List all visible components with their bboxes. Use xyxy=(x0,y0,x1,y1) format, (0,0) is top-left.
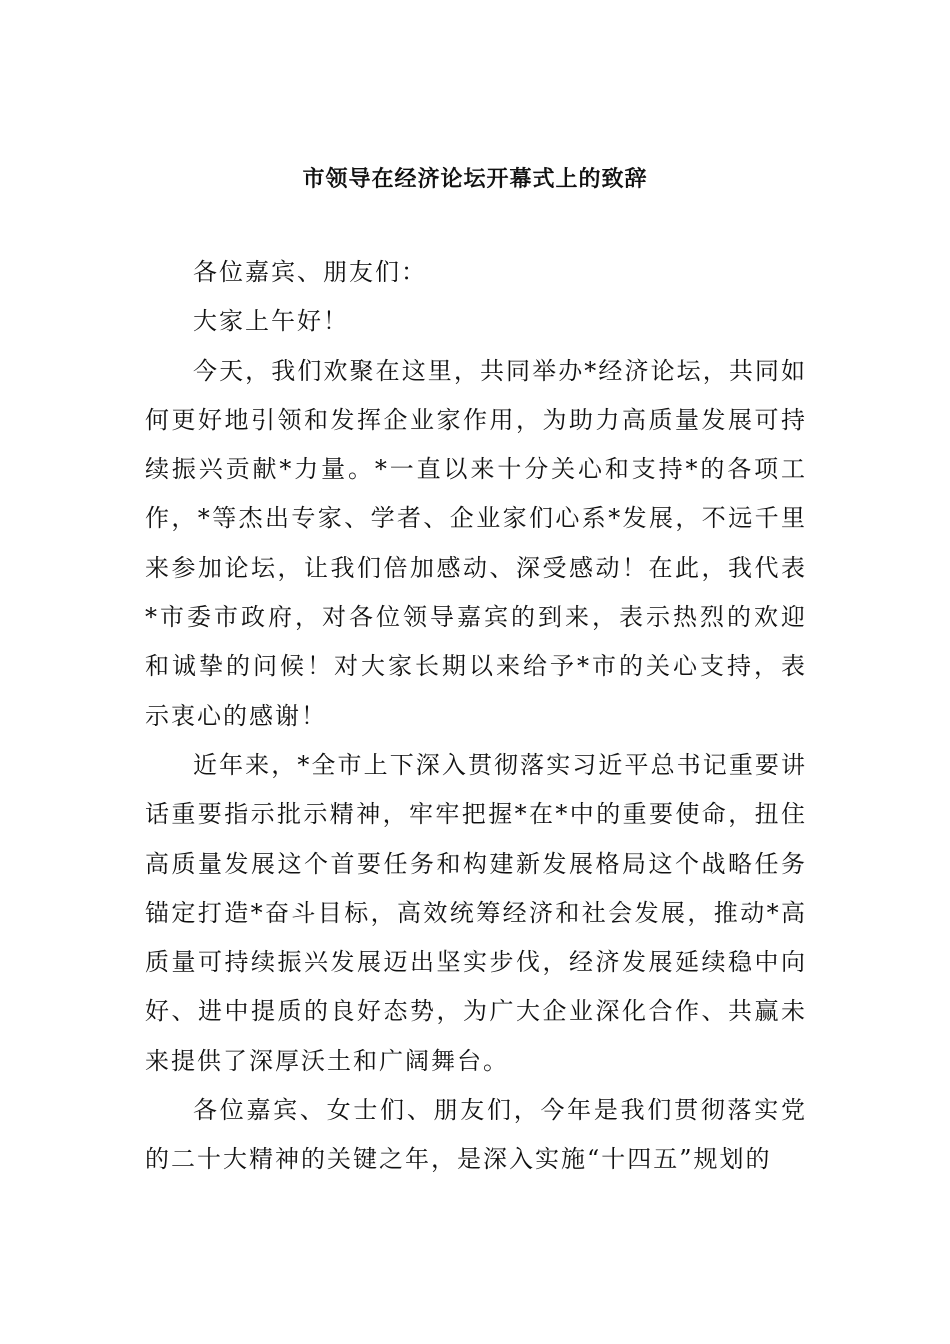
salutation: 各位嘉宾、朋友们： xyxy=(193,258,427,286)
document-body xyxy=(145,248,807,1185)
paragraph-development: 近年来，*全市上下深入贯彻落实习近平总书记重要讲话重要指示批示精神，牢牢把握*在*中的重要使命，扭住高质量发展这个首要任务和构建新发展格局这个战略任务锚定打造*奋斗目标，高效统筹经济和社会发展，推动*高质量可持续振兴发展迈出坚实步伐，经济发展延续稳中向好、进中提质的良好态势，为广大企业深化合作、共赢未来提供了深厚沃土和广阔舞台。 xyxy=(145,750,807,1075)
paragraph-this-year: 各位嘉宾、女士们、朋友们，今年是我们贯彻落实党的二十大精神的关键之年，是深入实施“十四五”规划的 xyxy=(145,1096,807,1174)
greeting: 大家上午好！ xyxy=(193,307,349,336)
paragraph-welcome: 今天，我们欢聚在这里，共同举办*经济论坛，共同如何更好地引领和发挥企业家作用，为助力高质量发展可持续振兴贡献*力量。*一直以来十分关心和支持*的各项工作，*等杰出专家、学者、企业家们心系*发展，不远千里来参加论坛，让我们倍加感动、深受感动！在此，我代表*市委市政府，对各位领导嘉宾的到来，表示热烈的欢迎和诚挚的问候！对大家长期以来给予*市的关心支持，表示衷心的感谢！ xyxy=(145,356,807,730)
document-title: 市领导在经济论坛开幕式上的致辞 xyxy=(302,166,648,192)
